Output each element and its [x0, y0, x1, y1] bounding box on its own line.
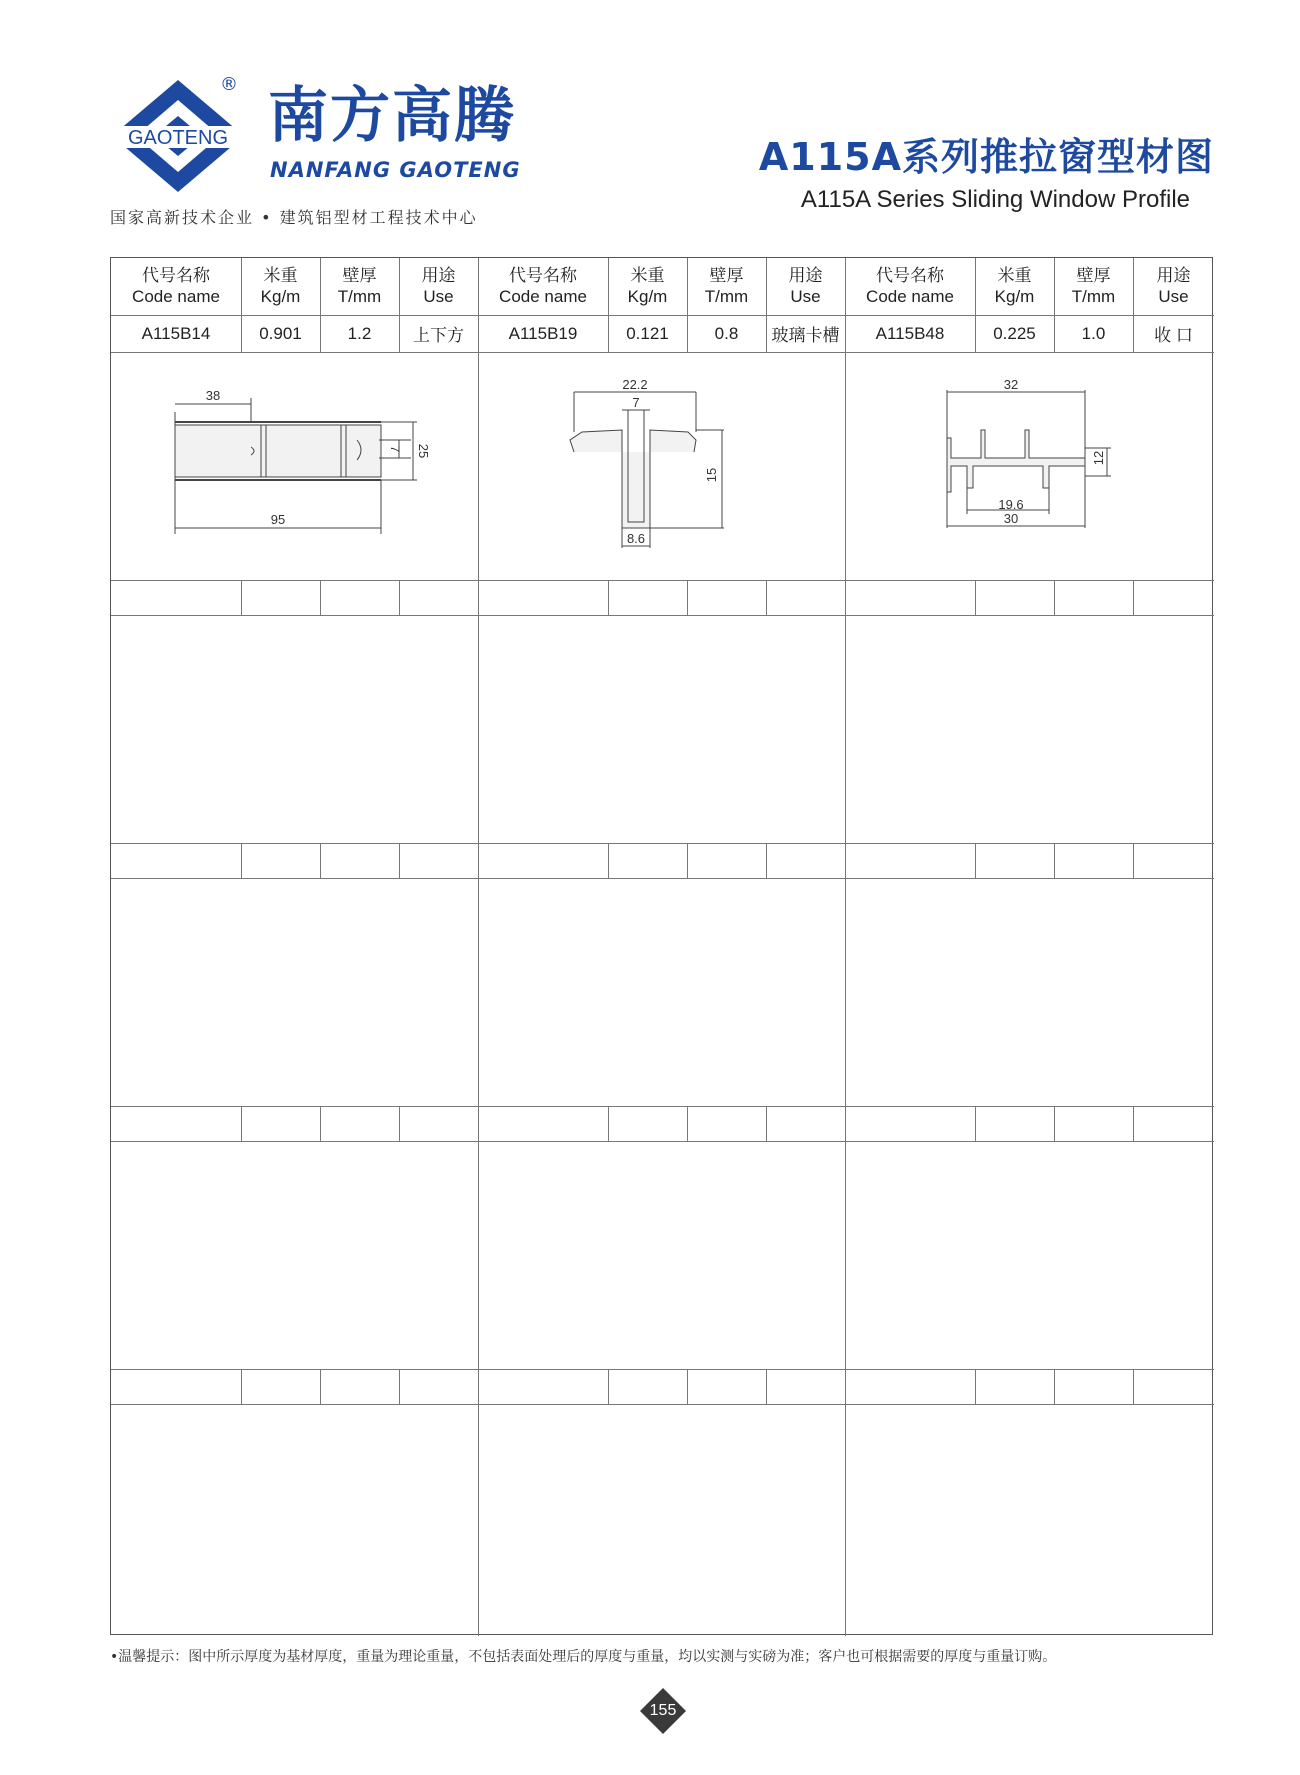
weight-header [608, 258, 687, 315]
column-divider [320, 1106, 321, 1141]
dimension-label: 38 [205, 388, 221, 403]
code-name-header [478, 258, 608, 315]
column-divider [766, 1106, 767, 1141]
column-divider [687, 1106, 688, 1141]
thickness-cell: 1.0 [1081, 323, 1106, 343]
dimension-label: 32 [1003, 377, 1019, 392]
header-label-en: Kg/m [994, 286, 1035, 306]
table-divider [111, 1404, 1214, 1405]
page-title-cn: A115A系列推拉窗型材图 [758, 135, 1214, 179]
thickness-header [320, 258, 399, 315]
header-label-en: Use [423, 286, 454, 306]
weight-header [975, 258, 1054, 315]
weight-cell: 0.225 [993, 323, 1036, 343]
page-number: 155 [649, 1702, 677, 1719]
weight-header [241, 258, 320, 315]
header-label-cn: 米重 [630, 266, 665, 286]
column-divider [608, 580, 609, 615]
column-divider [241, 580, 242, 615]
company-tagline: 国家高新技术企业 • 建筑铝型材工程技术中心 [110, 208, 478, 227]
column-divider [399, 1106, 400, 1141]
column-divider [608, 843, 609, 878]
column-divider [1133, 843, 1134, 878]
column-divider [1133, 1369, 1134, 1404]
use-header [766, 258, 845, 315]
use-cell: 玻璃卡槽 [771, 326, 840, 345]
dimension-label: 19.6 [998, 497, 1024, 512]
table-divider [111, 1141, 1214, 1142]
header-label-cn: 壁厚 [1076, 266, 1111, 286]
table-divider [111, 1106, 1214, 1107]
column-divider [975, 1369, 976, 1404]
header-label-en: T/mm [1071, 286, 1116, 306]
header-label-en: Code name [866, 286, 954, 306]
thickness-cell: 0.8 [714, 323, 739, 343]
gaoteng-logo [108, 78, 248, 196]
table-divider [111, 615, 1214, 616]
use-header [399, 258, 478, 315]
code-name-header [111, 258, 241, 315]
dimension-label: 15 [704, 467, 719, 483]
header-label-cn: 代号名称 [142, 266, 210, 286]
column-divider [1133, 1106, 1134, 1141]
use-cell: 上下方 [413, 326, 464, 345]
svg-text:GAOTENG: GAOTENG [127, 127, 229, 149]
header-label-cn: 代号名称 [876, 266, 944, 286]
column-divider [241, 843, 242, 878]
column-divider [766, 1369, 767, 1404]
column-divider [687, 580, 688, 615]
column-divider [608, 1106, 609, 1141]
header-label-en: Code name [132, 286, 220, 306]
dimension-label: 30 [1003, 511, 1019, 526]
column-divider [399, 580, 400, 615]
column-divider [766, 580, 767, 615]
use-cell: 收 口 [1154, 326, 1193, 345]
table-divider [111, 580, 1214, 581]
header-label-cn: 用途 [1156, 266, 1191, 286]
footer-note: •温馨提示：图中所示厚度为基材厚度，重量为理论重量，不包括表面处理后的厚度与重量，均以实测与实磅为准；客户也可根据需要的厚度与重量订购。 [110, 1649, 1057, 1665]
header-label-cn: 壁厚 [709, 266, 744, 286]
column-divider [1054, 843, 1055, 878]
dimension-label: 25 [416, 443, 431, 459]
table-divider [111, 843, 1214, 844]
table-divider [111, 1369, 1214, 1370]
profile-drawing-a115b14 [111, 352, 478, 580]
page-title-en: A115A Series Sliding Window Profile [800, 186, 1190, 213]
column-divider [320, 1369, 321, 1404]
thickness-cell: 1.2 [347, 323, 372, 343]
column-divider [975, 1106, 976, 1141]
column-divider [608, 1369, 609, 1404]
column-divider [320, 580, 321, 615]
header-label-en: Kg/m [260, 286, 301, 306]
code-name-cell: A115B48 [875, 323, 945, 343]
dimension-label: 95 [270, 512, 286, 527]
column-divider [399, 843, 400, 878]
header-label-cn: 米重 [997, 266, 1032, 286]
brand-name-en: NANFANG GAOTENG [270, 158, 521, 182]
dimension-label: 8.6 [626, 531, 646, 546]
profile-table [110, 257, 1213, 1635]
column-divider [241, 1369, 242, 1404]
header-label-en: T/mm [337, 286, 382, 306]
table-divider [111, 878, 1214, 879]
code-name-cell: A115B19 [508, 323, 578, 343]
header-label-en: Kg/m [627, 286, 668, 306]
weight-cell: 0.121 [626, 323, 669, 343]
brand-name-cn: 南方高腾 [268, 81, 516, 151]
column-divider [1054, 1369, 1055, 1404]
dimension-label: 7 [632, 395, 640, 410]
profile-drawing-a115b48 [845, 352, 1212, 580]
use-header [1133, 258, 1214, 315]
dimension-label: 7 [388, 445, 402, 453]
dimension-label: 12 [1091, 450, 1106, 466]
column-divider [320, 843, 321, 878]
thickness-header [1054, 258, 1133, 315]
header-label-cn: 用途 [421, 266, 456, 286]
column-divider [1054, 1106, 1055, 1141]
header-label-en: Use [1158, 286, 1189, 306]
dimension-label: 22.2 [622, 377, 648, 392]
column-divider [1133, 580, 1134, 615]
header-label-cn: 壁厚 [342, 266, 377, 286]
column-divider [975, 843, 976, 878]
header-label-en: T/mm [704, 286, 749, 306]
thickness-header [687, 258, 766, 315]
column-divider [975, 580, 976, 615]
header-label-en: Code name [499, 286, 587, 306]
header-label-cn: 米重 [263, 266, 298, 286]
column-divider [687, 1369, 688, 1404]
registered-mark: ® [220, 74, 238, 95]
code-name-cell: A115B14 [141, 323, 211, 343]
column-divider [766, 843, 767, 878]
header-label-cn: 用途 [788, 266, 823, 286]
column-divider [1054, 580, 1055, 615]
profile-drawing-a115b19 [478, 352, 845, 580]
column-divider [241, 1106, 242, 1141]
code-name-header [845, 258, 975, 315]
column-divider [399, 1369, 400, 1404]
weight-cell: 0.901 [259, 323, 302, 343]
column-divider [687, 843, 688, 878]
header-label-en: Use [790, 286, 821, 306]
header-label-cn: 代号名称 [509, 266, 577, 286]
